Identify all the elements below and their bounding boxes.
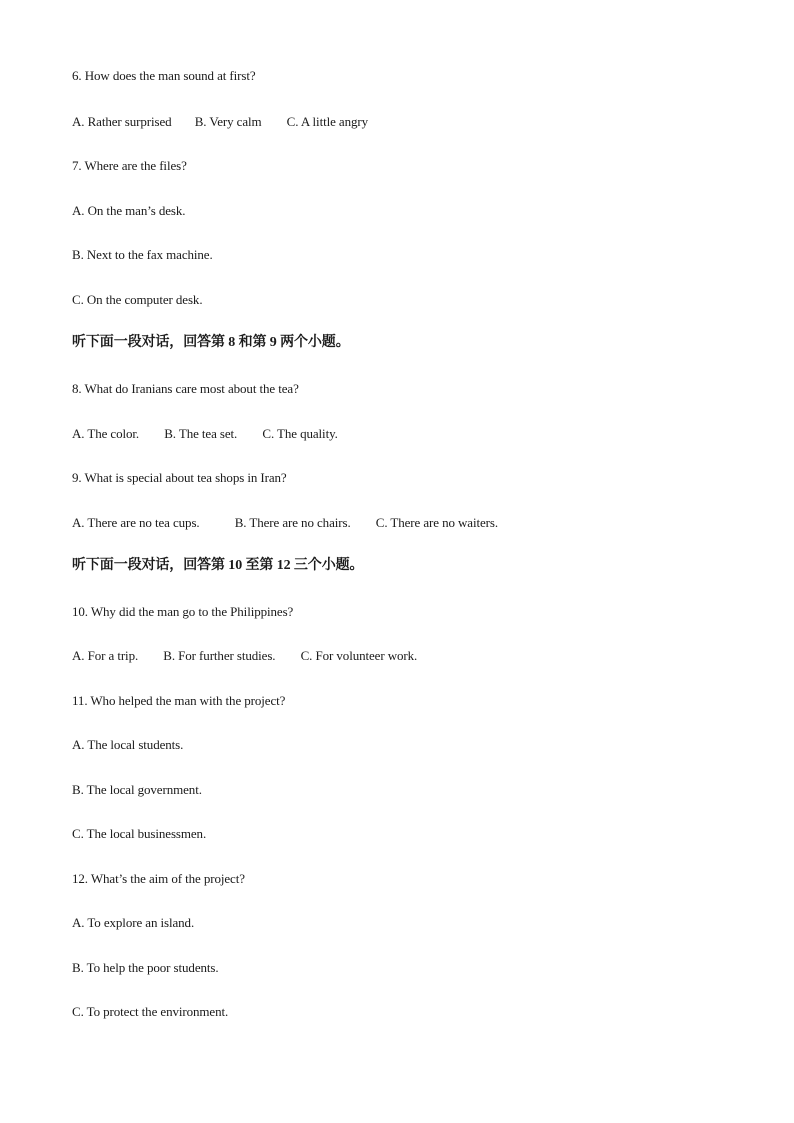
question-7: 7. Where are the files?	[72, 158, 187, 173]
question-7-option-b: B. Next to the fax machine.	[72, 247, 213, 262]
option-b: B. For further studies.	[163, 648, 276, 663]
question-11-option-a: A. The local students.	[72, 737, 184, 752]
section-heading-8-9: 听下面一段对话，回答第 8 和第 9 两个小题。	[72, 335, 350, 350]
question-6: 6. How does the man sound at first?	[72, 68, 256, 83]
question-9-options	[72, 515, 498, 531]
question-10-options	[72, 648, 417, 664]
question-11: 11. Who helped the man with the project?	[72, 693, 286, 708]
question-11-option-c: C. The local businessmen.	[72, 826, 207, 841]
question-12-option-a: A. To explore an island.	[72, 915, 195, 930]
option-c: C. For volunteer work.	[300, 648, 418, 663]
option-c: C. The quality.	[262, 426, 338, 441]
question-9: 9. What is special about tea shops in Iran?	[72, 470, 287, 485]
question-6-options	[72, 114, 368, 130]
question-10: 10. Why did the man go to the Philippines?	[72, 604, 294, 619]
option-a: A. The color.	[72, 426, 140, 441]
question-8: 8. What do Iranians care most about the tea?	[72, 381, 299, 396]
section-heading-10-12: 听下面一段对话，回答第 10 至第 12 三个小题。	[72, 558, 364, 573]
question-12-option-b: B. To help the poor students.	[72, 960, 219, 975]
option-a: A. Rather surprised	[72, 114, 172, 129]
question-12: 12. What’s the aim of the project?	[72, 871, 245, 886]
option-a: A. There are no tea cups.	[72, 515, 200, 530]
option-b: B. Very calm	[194, 114, 262, 129]
question-11-option-b: B. The local government.	[72, 782, 202, 797]
option-b: B. There are no chairs.	[234, 515, 351, 530]
question-12-option-c: C. To protect the environment.	[72, 1004, 229, 1019]
question-8-options	[72, 426, 338, 442]
option-a: A. For a trip.	[72, 648, 139, 663]
option-c: C. There are no waiters.	[375, 515, 499, 530]
question-7-option-c: C. On the computer desk.	[72, 292, 203, 307]
question-7-option-a: A. On the man’s desk.	[72, 203, 186, 218]
option-b: B. The tea set.	[164, 426, 238, 441]
option-c: C. A little angry	[286, 114, 369, 129]
